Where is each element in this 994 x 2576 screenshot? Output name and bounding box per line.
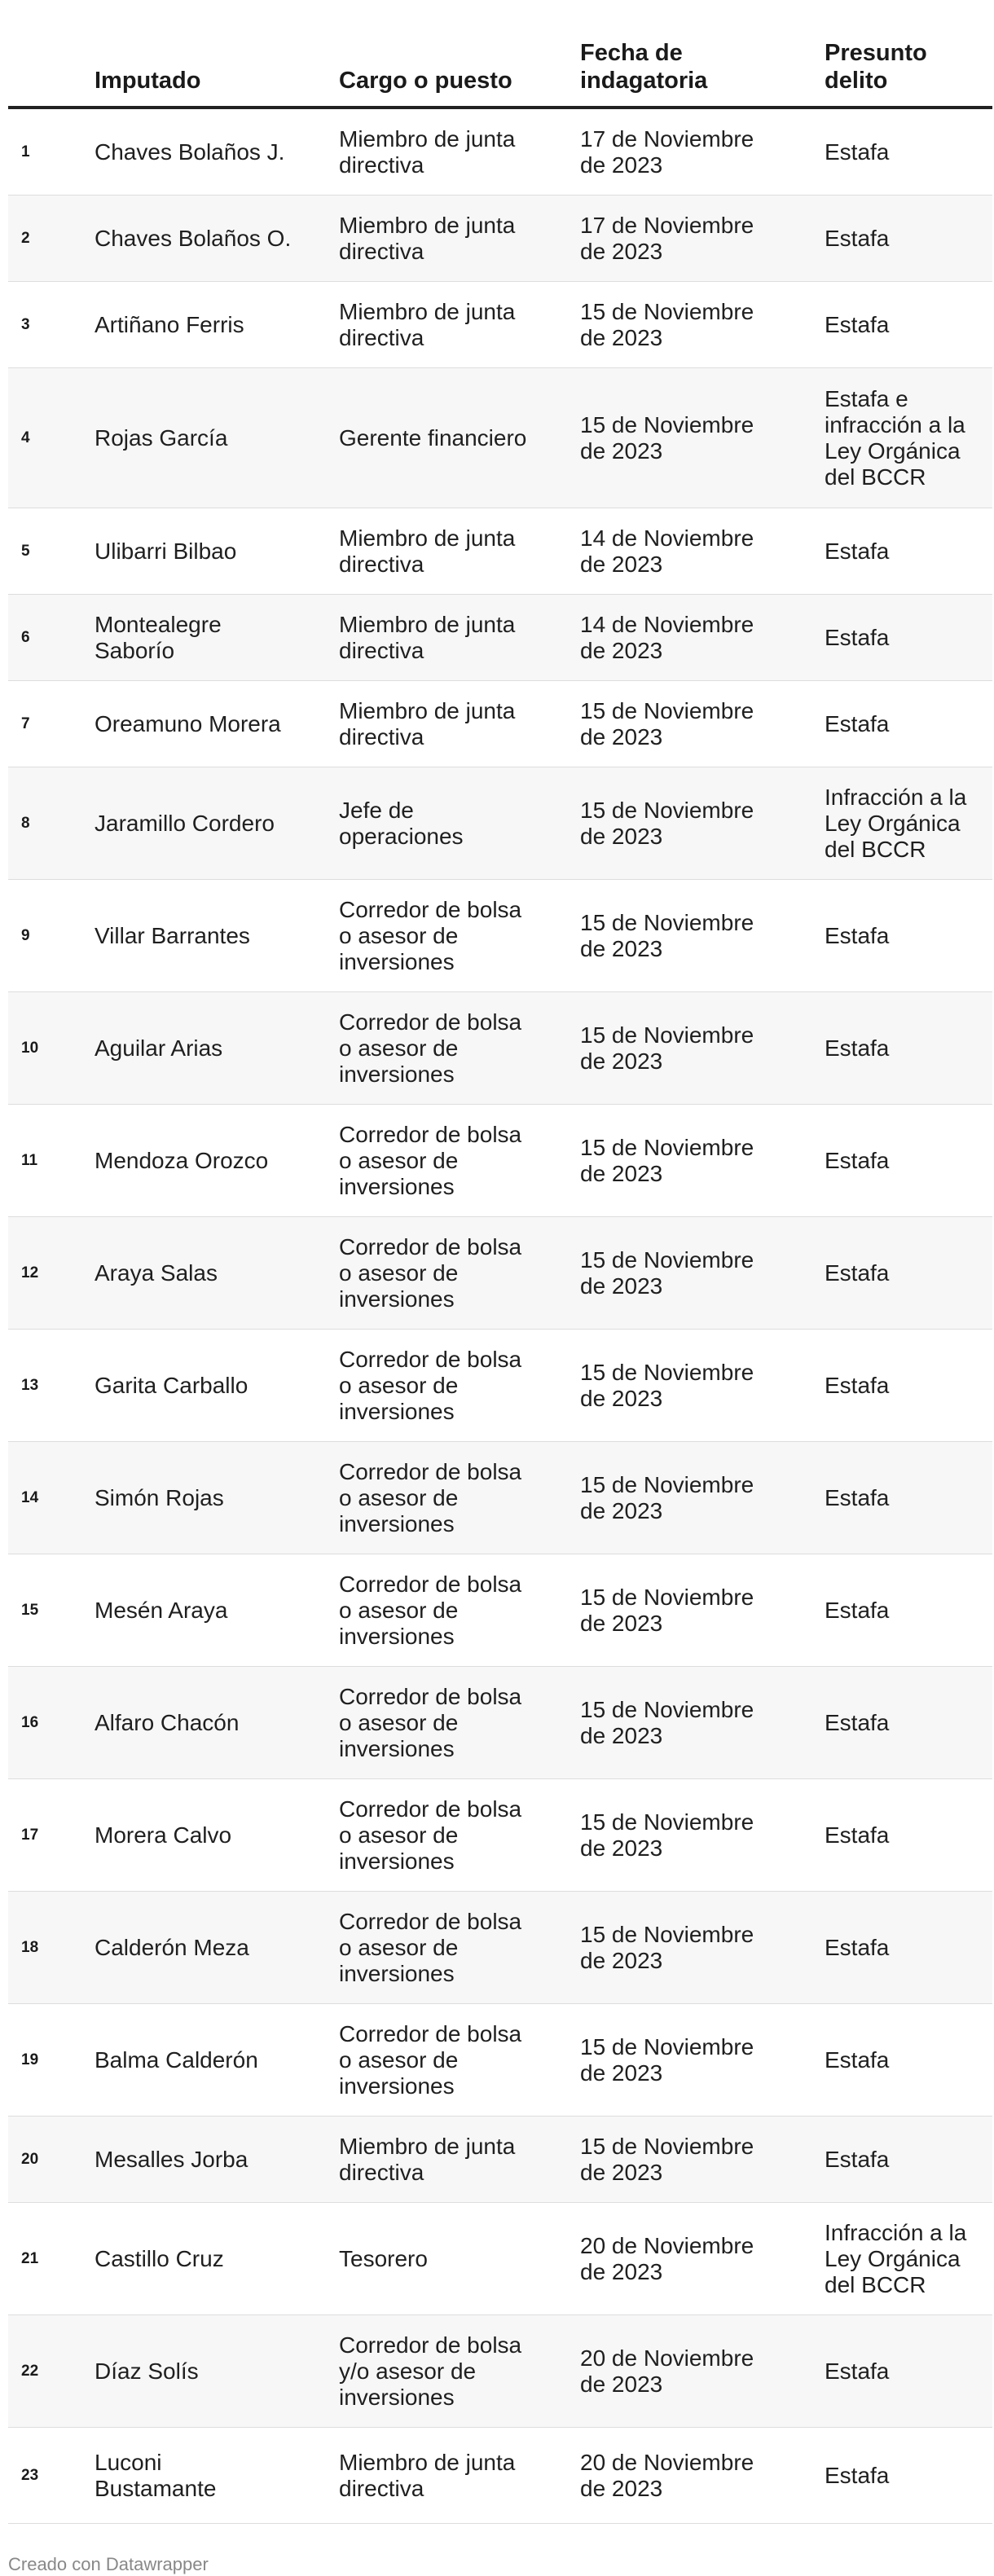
table-row — [8, 2203, 992, 2315]
cell-fecha: 17 de Noviembre de 2023 — [580, 125, 754, 178]
cell-cargo: Gerente financiero — [339, 424, 527, 451]
row-index: 11 — [21, 1151, 38, 1169]
table-row — [8, 2004, 992, 2117]
cell-delito: Estafa — [825, 1822, 890, 1848]
cell-cargo: Miembro de junta directiva — [339, 611, 516, 663]
cell-fecha: 15 de Noviembre de 2023 — [580, 2033, 754, 2086]
cell-imputado: Calderón Meza — [95, 1934, 249, 1960]
cell-fecha: 20 de Noviembre de 2023 — [580, 2449, 754, 2501]
cell-imputado: Díaz Solís — [95, 2358, 199, 2384]
table-row — [8, 1442, 992, 1554]
header-imputado[interactable]: Imputado — [95, 68, 201, 94]
cell-delito: Estafa — [825, 624, 890, 650]
row-index: 6 — [21, 628, 30, 646]
cell-cargo: Miembro de junta directiva — [339, 212, 516, 264]
table-row — [8, 1667, 992, 1779]
cell-fecha: 15 de Noviembre de 2023 — [580, 1359, 754, 1411]
cell-delito: Estafa — [825, 138, 890, 165]
cell-cargo: Corredor de bolsa o asesor de inversiones — [339, 1346, 522, 1424]
table-row — [8, 681, 992, 767]
cell-fecha: 15 de Noviembre de 2023 — [580, 2133, 754, 2185]
cell-cargo: Miembro de junta directiva — [339, 2133, 516, 2185]
header-cargo[interactable]: Cargo o puesto — [339, 68, 512, 94]
cell-imputado: Alfaro Chacón — [95, 1709, 240, 1735]
table-row — [8, 595, 992, 681]
row-index: 12 — [21, 1264, 39, 1281]
table-row — [8, 1105, 992, 1217]
cell-imputado: Rojas García — [95, 424, 228, 451]
cell-imputado: Balma Calderón — [95, 2046, 258, 2073]
cell-fecha: 15 de Noviembre de 2023 — [580, 909, 754, 961]
cell-fecha: 15 de Noviembre de 2023 — [580, 697, 754, 750]
row-index: 16 — [21, 1713, 39, 1731]
row-index: 9 — [21, 926, 30, 944]
table-row — [8, 2117, 992, 2203]
cell-imputado: Villar Barrantes — [95, 922, 250, 948]
cell-fecha: 20 de Noviembre de 2023 — [580, 2345, 754, 2397]
row-index: 2 — [21, 229, 30, 247]
table-row — [8, 1779, 992, 1892]
row-index: 21 — [21, 2249, 39, 2267]
row-index: 14 — [21, 1488, 39, 1506]
cell-delito: Infracción a la Ley Orgánica del BCCR — [825, 784, 967, 862]
row-index: 23 — [21, 2466, 39, 2484]
table-row — [8, 1217, 992, 1330]
cell-cargo: Corredor de bolsa o asesor de inversiones — [339, 2020, 522, 2099]
row-index: 22 — [21, 2362, 39, 2380]
cell-fecha: 17 de Noviembre de 2023 — [580, 212, 754, 264]
cell-imputado: Chaves Bolaños J. — [95, 138, 285, 165]
table-header — [8, 0, 992, 109]
row-index: 1 — [21, 143, 30, 160]
table-row — [8, 767, 992, 880]
header-delito[interactable]: Presunto delito — [825, 40, 927, 94]
cell-cargo: Corredor de bolsa o asesor de inversiones — [339, 1571, 522, 1649]
table-row — [8, 880, 992, 992]
cell-cargo: Corredor de bolsa o asesor de inversiones — [339, 1796, 522, 1874]
row-index: 10 — [21, 1039, 39, 1057]
header-fecha[interactable]: Fecha de indagatoria — [580, 40, 708, 94]
cell-imputado: Castillo Cruz — [95, 2245, 224, 2271]
cell-delito: Estafa — [825, 1372, 890, 1398]
cell-delito: Estafa — [825, 2358, 890, 2384]
cell-delito: Estafa — [825, 1147, 890, 1173]
cell-fecha: 15 de Noviembre de 2023 — [580, 1134, 754, 1186]
cell-delito: Estafa — [825, 1597, 890, 1623]
cell-delito: Estafa — [825, 2146, 890, 2172]
cell-cargo: Corredor de bolsa o asesor de inversiones — [339, 896, 522, 974]
cell-imputado: Ulibarri Bilbao — [95, 538, 237, 564]
cell-cargo: Miembro de junta directiva — [339, 298, 516, 350]
cell-cargo: Corredor de bolsa o asesor de inversiones — [339, 1121, 522, 1199]
table-body — [8, 109, 992, 2524]
table-row — [8, 282, 992, 368]
table-row — [8, 2315, 992, 2428]
cell-imputado: Mendoza Orozco — [95, 1147, 269, 1173]
cell-delito: Estafa — [825, 2046, 890, 2073]
cell-fecha: 15 de Noviembre de 2023 — [580, 1246, 754, 1299]
cell-imputado: Simón Rojas — [95, 1484, 224, 1510]
cell-imputado: Oreamuno Morera — [95, 710, 281, 736]
datawrapper-credit[interactable]: Creado con Datawrapper — [8, 2554, 209, 2574]
cell-cargo: Miembro de junta directiva — [339, 525, 516, 577]
row-index: 20 — [21, 2150, 39, 2168]
cell-cargo: Corredor de bolsa o asesor de inversiones — [339, 1908, 522, 1986]
cell-imputado: Artiñano Ferris — [95, 311, 244, 337]
cell-imputado: Araya Salas — [95, 1259, 218, 1286]
cell-fecha: 15 de Noviembre de 2023 — [580, 1809, 754, 1861]
cell-cargo: Miembro de junta directiva — [339, 125, 516, 178]
cell-cargo: Corredor de bolsa o asesor de inversiones — [339, 1458, 522, 1536]
cell-imputado: Garita Carballo — [95, 1372, 248, 1398]
cell-delito: Estafa — [825, 2462, 890, 2488]
cell-imputado: Luconi Bustamante — [95, 2449, 217, 2501]
cell-cargo: Corredor de bolsa o asesor de inversiones — [339, 1009, 522, 1087]
cell-fecha: 15 de Noviembre de 2023 — [580, 1022, 754, 1074]
cell-delito: Estafa — [825, 1709, 890, 1735]
row-index: 5 — [21, 542, 30, 560]
table-row — [8, 1892, 992, 2004]
row-index: 15 — [21, 1601, 39, 1619]
cell-delito: Estafa — [825, 1484, 890, 1510]
cell-delito: Estafa — [825, 922, 890, 948]
table-row — [8, 508, 992, 595]
cell-fecha: 15 de Noviembre de 2023 — [580, 298, 754, 350]
cell-delito: Estafa — [825, 1934, 890, 1960]
row-index: 18 — [21, 1938, 39, 1956]
cell-fecha: 20 de Noviembre de 2023 — [580, 2232, 754, 2284]
cell-fecha: 15 de Noviembre de 2023 — [580, 411, 754, 464]
cell-fecha: 14 de Noviembre de 2023 — [580, 525, 754, 577]
cell-imputado: Mesalles Jorba — [95, 2146, 248, 2172]
table-row — [8, 196, 992, 282]
table-row — [8, 2428, 992, 2524]
cell-cargo: Jefe de operaciones — [339, 797, 464, 849]
row-index: 4 — [21, 429, 30, 446]
cell-delito: Infracción a la Ley Orgánica del BCCR — [825, 2219, 967, 2297]
cell-delito: Estafa — [825, 1035, 890, 1061]
row-index: 3 — [21, 315, 30, 333]
cell-delito: Estafa — [825, 1259, 890, 1286]
cell-imputado: Jaramillo Cordero — [95, 810, 275, 836]
cell-imputado: Morera Calvo — [95, 1822, 232, 1848]
cell-delito: Estafa e infracción a la Ley Orgánica del BCCR — [825, 385, 965, 490]
row-index: 19 — [21, 2051, 39, 2068]
cell-delito: Estafa — [825, 225, 890, 251]
table-row — [8, 1330, 992, 1442]
cell-delito: Estafa — [825, 710, 890, 736]
row-index: 7 — [21, 714, 30, 732]
row-index: 13 — [21, 1376, 39, 1394]
indagatoria-table — [8, 0, 992, 2524]
cell-fecha: 15 de Noviembre de 2023 — [580, 797, 754, 849]
cell-cargo: Miembro de junta directiva — [339, 2449, 516, 2501]
cell-imputado: Montealegre Saborío — [95, 611, 222, 663]
cell-cargo: Corredor de bolsa o asesor de inversiones — [339, 1233, 522, 1312]
cell-delito: Estafa — [825, 538, 890, 564]
cell-cargo: Corredor de bolsa y/o asesor de inversiones — [339, 2332, 522, 2410]
cell-fecha: 15 de Noviembre de 2023 — [580, 1696, 754, 1748]
cell-delito: Estafa — [825, 311, 890, 337]
cell-cargo: Miembro de junta directiva — [339, 697, 516, 750]
row-index: 8 — [21, 814, 30, 832]
table-row — [8, 109, 992, 196]
cell-fecha: 15 de Noviembre de 2023 — [580, 1921, 754, 1973]
cell-imputado: Chaves Bolaños O. — [95, 225, 292, 251]
table-row — [8, 368, 992, 508]
row-index: 17 — [21, 1826, 39, 1844]
cell-fecha: 15 de Noviembre de 2023 — [580, 1584, 754, 1636]
cell-imputado: Aguilar Arias — [95, 1035, 223, 1061]
table-row — [8, 1554, 992, 1667]
table-row — [8, 992, 992, 1105]
cell-imputado: Mesén Araya — [95, 1597, 228, 1623]
cell-cargo: Corredor de bolsa o asesor de inversiones — [339, 1683, 522, 1761]
cell-fecha: 14 de Noviembre de 2023 — [580, 611, 754, 663]
cell-fecha: 15 de Noviembre de 2023 — [580, 1471, 754, 1523]
cell-cargo: Tesorero — [339, 2245, 428, 2271]
